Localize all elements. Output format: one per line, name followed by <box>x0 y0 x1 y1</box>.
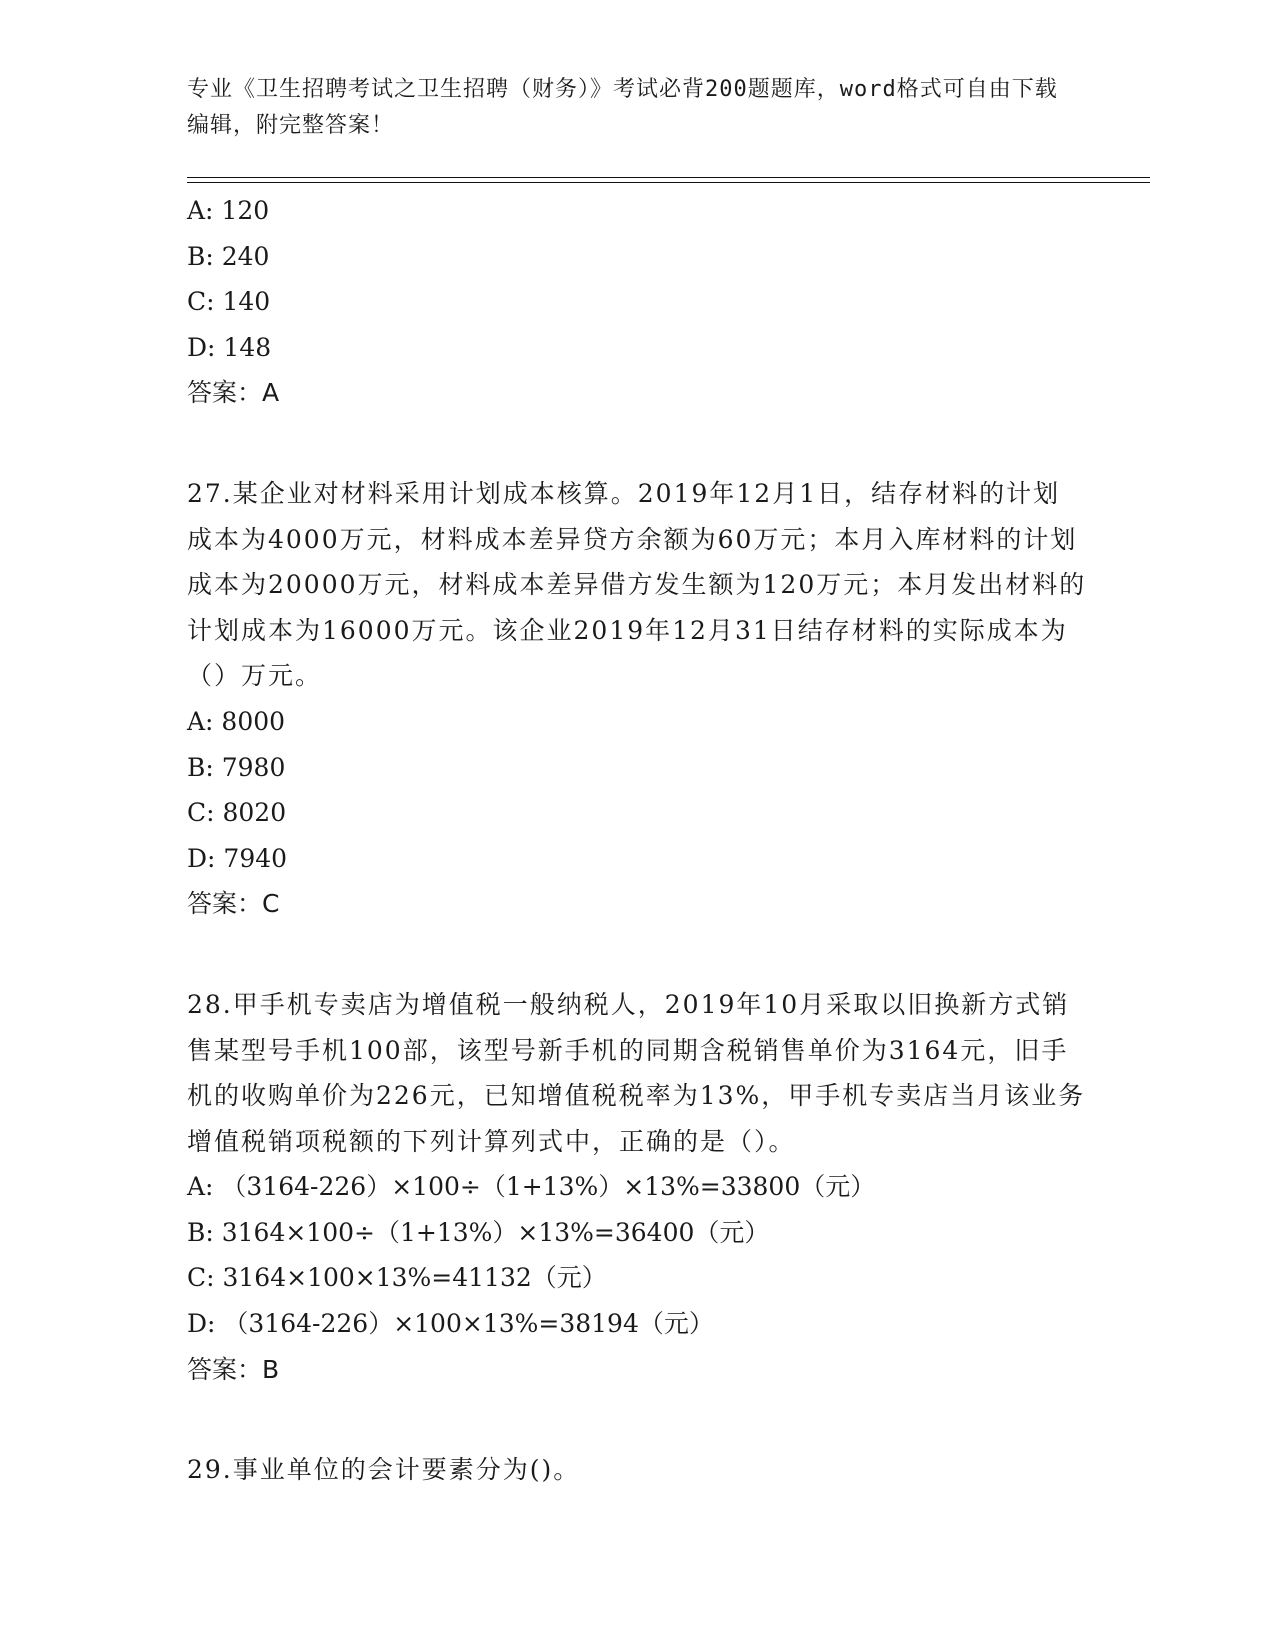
option-c: C: 140 <box>187 287 271 317</box>
question-block-29 <box>187 1447 1087 1493</box>
question-list <box>187 188 1087 1493</box>
option-a: A: 8000 <box>187 706 286 736</box>
question-block-prev <box>187 188 1087 416</box>
option-a: A: （3164-226）×100÷（1+13%）×13%=33800（元） <box>187 1172 876 1202</box>
spacer <box>187 927 1087 982</box>
question-block-28 <box>187 982 1087 1392</box>
question-stem: 29.事业单位的会计要素分为()。 <box>187 1455 581 1485</box>
spacer <box>187 1392 1087 1447</box>
option-b: B: 240 <box>187 241 270 271</box>
answer-line: 答案：C <box>187 889 280 919</box>
option-d: D: 148 <box>187 332 272 362</box>
option-d: D: （3164-226）×100×13%=38194（元） <box>187 1309 714 1339</box>
option-a: A: 120 <box>187 196 270 225</box>
header-rule-bottom <box>187 182 1150 183</box>
option-d: D: 7940 <box>187 843 288 873</box>
answer-line: 答案：A <box>187 378 280 408</box>
option-c: C: 8020 <box>187 798 287 828</box>
option-b: B: 3164×100÷（1+13%）×13%=36400（元） <box>187 1217 770 1247</box>
header-rule-top <box>187 177 1150 178</box>
answer-line: 答案：B <box>187 1354 280 1384</box>
document-header-title: 专业《卫生招聘考试之卫生招聘（财务）》考试必背200题题库，word格式可自由下载编辑，附完整答案！ <box>187 77 1058 138</box>
option-c: C: 3164×100×13%=41132（元） <box>187 1263 607 1293</box>
option-b: B: 7980 <box>187 752 286 782</box>
question-block-27 <box>187 471 1087 927</box>
question-stem: 28.甲手机专卖店为增值税一般纳税人，2019年10月采取以旧换新方式销售某型号手机100部，该型号新手机的同期含税销售单价为3164元，旧手机的收购单价为226元，已知增值税税率为13%，甲手机专卖店当月该业务增值税销项税额的下列计算列式中，正确的是（）。 <box>187 989 1086 1156</box>
spacer <box>187 416 1087 471</box>
question-stem: 27.某企业对材料采用计划成本核算。2019年12月1日，结存材料的计划成本为4000万元，材料成本差异贷方余额为60万元；本月入库材料的计划成本为20000万元，材料成本差异借方发生额为120万元；本月发出材料的计划成本为16000万元。该企业2019年12月31日结存材料的实际成本为（）万元。 <box>187 478 1087 691</box>
